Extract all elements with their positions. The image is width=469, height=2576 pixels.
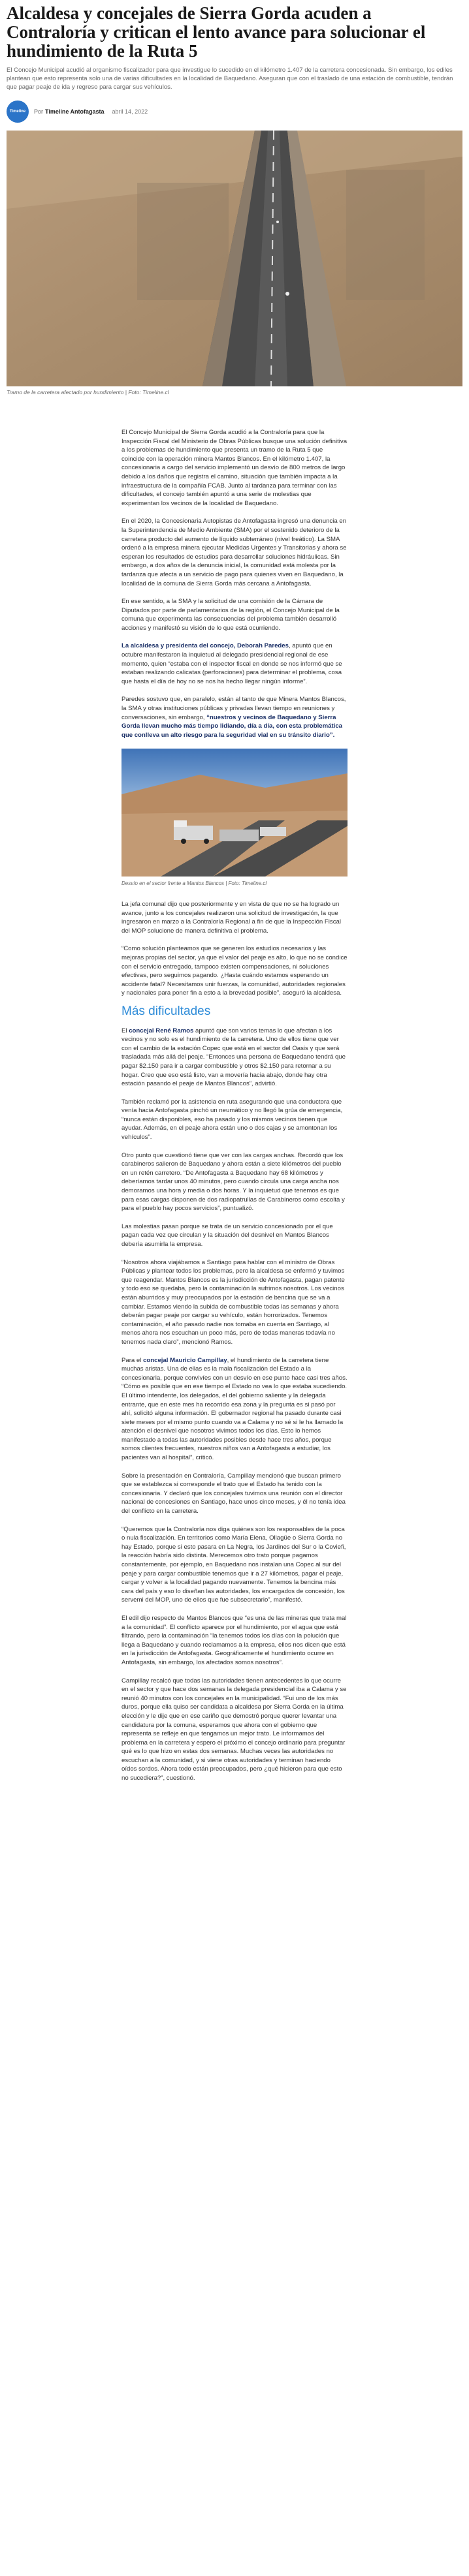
paragraph-text: Paredes sostuvo que, en paralelo, están al tanto de que Minera Mantos Blancos, la SMA y otras instituciones públicas y privadas llevan tiempo en reuniones y conversaciones, sin embargo,: [121, 696, 346, 721]
article-title: Alcaldesa y concejales de Sierra Gorda acuden a Contraloría y critican el lento avance para solucionar el hundimiento de la Ruta 5: [7, 3, 426, 61]
paragraph: Campillay recalcó que todas las autoridades tienen antecedentes lo que ocurre en el sector y que hace dos semanas la delegada presidencial iba a Calama y se reunió 40 minutos con los concejales en la municipalidad. “Fui uno de los más duros, porque ella quiso ser candidata a alcaldesa por Sierra Gorda en la última elección y le dije que en ese cariño que demostró porque querer levantar una candidatura por la comuna, esperamos que ahora con el gobierno que representa se refleje en que tengamos un mejor trato. Le informamos del problema en la carretera y espero el próximo el concejo ordinario para preguntar qué es lo que hizo en estas dos semanas. Muchas veces las autoridades no escuchan a la comunidad, y si viene otras autoridades y terminan haciendo oídos sordos. Ahora todo están preocupados, pero ¿qué hicieron para que esto no sucediera?”, cuestionó.: [121, 1677, 347, 1782]
author-link[interactable]: Timeline Antofagasta: [45, 108, 105, 115]
paragraph: “Como solución planteamos que se generen los estudios necesarios y las mejoras propias del sector, ya que el valor del peaje es alto, lo que no se condice con el servicio entregado, tampoco existen compensaciones, ni soluciones efectivas, pero seguimos pagando. ¿Hasta cuándo estamos esperando un accidente fatal? Necesitamos unir fuerzas, la comunidad, autoridades regionales y nacionales para poner fin a esto a la brevedad posible”, aseguró la alcaldesa.: [121, 945, 348, 997]
paragraph: Las molestias pasan porque se trata de un servicio concesionado por el que pagan cada vez que circulan y la situación del desnivel en Mantos Blancos debería asumirla la empresa.: [121, 1222, 333, 1248]
paragraph: [121, 1356, 348, 1463]
paragraph: Sobre la presentación en Contraloría, Campillay mencionó que buscan primero que se establezca si corresponde el trato que el Estado ha tenido con la concesionaria. Y declaró que los concejales tuvimos una reunión con el director nacional de concesiones en Santiago, hace unos cinco meses, y él no tenía idea del conflicto en la carretera.: [121, 1472, 346, 1515]
inline-photo: [121, 749, 348, 877]
paragraph-text: Para el: [121, 1356, 144, 1364]
paragraph-text: , el hundimiento de la carretera tiene muchas aristas. Una de ellas es la mala fiscalización del Estado a la concesionaria, porque convivíes con un desvío en ese punto hace casi tres años. “Cómo es posible que en ese tiempo el Estado no vea lo que estaba sucediendo. El último intendente, los delegados, el del gobierno saliente y la delegada entrante, que en este mes ha recorrido esa zona y la pregunta es si pasó por ahí, solicitó alguna información. El gobernador regional ha pasado durante casi siete meses por el mismo punto cuando va a Calama y no sé si le ha llamado la atención el desnivel que nosotros vivimos todos los días. Esto lo hemos manifestado a todas las autoridades posibles desde hace tres años, porque somos clientes frecuentes, nuestros niños van a Antofagasta a estudiar, los pacientes van al hospital”, criticó.: [121, 1356, 348, 1462]
article-body: [121, 428, 348, 1783]
article-header: [0, 0, 469, 123]
bold-name: concejal Mauricio Campillay: [143, 1356, 227, 1364]
paragraph-text: apuntó que son varios temas lo que afectan a los vecinos y no solo es el hundimiento de la carretera. Uno de ellos tiene que ver con el cambio de la estación Copec que está en el sector del Oasis y que será trasladada más allá del peaje. “Entonces una persona de Baquedano tendrá que pagar $2.150 para ir a cargar combustible y otros $2.150 para retornar a su hogar. Creo que eso está listo, van a movería hacia abajo, donde hay otra estación pasando el peaje de Mantos Blancos”, advirtió.: [121, 1027, 346, 1088]
article-lead: El Concejo Municipal acudió al organismo fiscalizador para que investigue lo sucedido en el kilómetro 1.407 de la carretera concesionada. Sin embargo, los ediles plantean que esto representa solo una de varias dificultades en la localidad de Baquedano. Aseguran que con el traslado de una estación de combustible, tendrán que pagar peaje de ida y regreso para cargar sus vehículos.: [7, 67, 453, 91]
byline: [7, 101, 462, 123]
paragraph: “Queremos que la Contraloría nos diga quiénes son los responsables de la poca o nula fiscalización. En territorios como María Elena, Ollagüe o Sierra Gorda no hay Estado, porque si esto pasara en La Negra, los Jardines del Sur o la Coviefi, la reacción habría sido distinta. Merecemos otro trato porque pagamos constantemente, por ejemplo, en Baquedano nos instalan una Copec al sur del peaje y para cargar combustible tenemos que ir a 27 kilómetros, pagar el peaje, cargar y volver a la localidad pagando nuevamente. Tenemos la bencina más cara del país y eso lo diseñan las autoridades, los encargados de concesión, los servemi del MOP, uno de ellos que fue subsecretario”, manifestó.: [121, 1525, 346, 1604]
paragraph-text: El: [121, 1027, 129, 1034]
hero-photo: [7, 131, 462, 386]
paragraph-text: , apuntó que en octubre manifestaron la inquietud al delegado presidencial regional de ese momento, quien “estaba con el inspector fiscal en donde se nos informó que se estaban realizando calicatas (perforaciones) para determinar el problema, cosa que hasta el día de hoy no se nos ha hecho llegar ningún informe”.: [121, 642, 342, 685]
paragraph: En el 2020, la Concesionaria Autopistas de Antofagasta ingresó una denuncia en la Superintendencia de Medio Ambiente (SMA) por el sostenido deterioro de la carretera producto del aumento de líquido subterráneo (nivel freático). La SMA ordenó a la empresa minera ejecutar Medidas Urgentes y Transitorias y ahora se esperan los resultados de estudios para desarrollar soluciones hidráulicas. Sin embargo, a dos años de la denuncia inicial, la comunidad está molesta por la tardanza que afecta a un servicio de pago para quienes viven en Baquedano, la localidad de la comuna de Sierra Gorda más cercana a Antofagasta.: [121, 518, 347, 587]
paragraph: También reclamó por la asistencia en ruta asegurando que una conductora que venía hacia Antofagasta pinchó un neumático y no llegó la grúa de emergencia, “nunca están disponibles, eso ha pasado y los mismos vecinos tienen que ayudar. Además, en el peaje ahora están uno o dos cajas y se amontonan los vehículos”.: [121, 1098, 343, 1141]
paragraph: “Nosotros ahora viajábamos a Santiago para hablar con el ministro de Obras Públicas y plantear todos los problemas, pero la alcaldesa se enfermó y tuvimos que reagendar. Mantos Blancos es la jurisdicción de Antofagasta, pagan patente y todo eso se quedaba, pero la contaminación la sufrimos nosotros. Los vecinos están aburridos y muy preocupados por la estación de bencina que se va a cambiar. Estamos viendo la subida de combustible todas las semanas y ahora deberán pagar peaje por cargar su vehículo, están horrorizados. Tenemos contaminación, el año pasado nadie nos tomaba en cuenta en Santiago, al menos ahora nos escuchan un poco más, pero de todas maneras todavía no tenemos nada claro”, mencionó Ramos.: [121, 1258, 345, 1346]
avatar-label: Timeline: [9, 110, 26, 114]
paragraph: El edil dijo respecto de Mantos Blancos que “es una de las mineras que trata mal a la comunidad”. El conflicto aparece por el hundimiento, por el agua que está filtrando, pero la contaminación “la tenemos todos los días con la polución que llega a Baquedano y cuando reclamamos a la empresa, ellos nos dicen que está en la jurisdicción de Antofagasta. Geográficamente el hundimiento ocurre en Antofagasta, sin embargo, los afectados somos nosotros”.: [121, 1614, 347, 1666]
paragraph: [121, 1027, 348, 1089]
paragraph: En ese sentido, a la SMA y la solicitud de una comisión de la Cámara de Diputados por parte de parlamentarios de la región, el Concejo Municipal de la comuna que experimenta las consecuencias del problema también desarrolló acciones y manifestó su visión de lo que está ocurriendo.: [121, 598, 340, 632]
paragraph: La jefa comunal dijo que posteriormente y en vista de que no se ha logrado un avance, junto a los concejales realizaron una solicitud de investigación, la que ingresaron en marzo a la Contraloría Regional a fin de que la Inspección Fiscal del MOP solucione de manera definitiva el problema.: [121, 901, 341, 935]
paragraph: [121, 642, 348, 686]
bold-lead: La alcaldesa y presidenta del concejo, Deborah Paredes: [121, 642, 289, 650]
inline-caption: Desvío en el sector frente a Mantos Blancos | Foto: Timeline.cl: [121, 880, 267, 887]
paragraph: [121, 695, 348, 739]
paragraph: Otro punto que cuestionó tiene que ver con las cargas anchas. Recordó que los carabineros salieron de Baquedano y ahora están a siete kilómetros del pueblo en un retén carretero. “De Antofagasta a Baquedano hay 68 kilómetros y deberíamos tardar unos 40 minutos, pero cuando circula una carga ancha nos demoramos una hora y media o dos horas. Y la inquietud que tenemos es que para esas cargas disponen de dos radiopatrullas de Carabineros como escolta y para el pueblo hay pocos servicios”, puntualizó.: [121, 1151, 345, 1213]
author-avatar[interactable]: [7, 101, 29, 123]
byline-prefix: Por: [34, 108, 44, 115]
bold-name: concejal René Ramos: [129, 1027, 194, 1034]
publish-date: abril 14, 2022: [112, 108, 148, 115]
hero-caption: Tramo de la carretera afectado por hundimiento | Foto: Timeline.cl: [7, 389, 169, 396]
paragraph: El Concejo Municipal de Sierra Gorda acudió a la Contraloría para que la Inspección Fiscal del Ministerio de Obras Públicas busque una solución definitiva a los problemas de hundimiento que presenta un tramo de la Ruta 5 que coincide con la operación minera Mantos Blancos. En el kilómetro 1.407, la concesionaria a cargo del servicio implementó un desvío de 800 metros de largo debido a los daños que registra el camino, situación que también impacta a la infraestructura de la compañía FCAB. Junto al tardanza para terminar con las dificultades, el concejo también apuntó a una serie de molestias que experimentan los vecinos de la localidad de Baquedano.: [121, 429, 348, 507]
bold-quote: “nuestros y vecinos de Baquedano y Sierra Gorda llevan mucho más tiempo lidiando, día a día, con esta problemática que conlleva un alto riesgo para la seguridad vial en su tránsito diario”.: [121, 713, 342, 739]
section-heading: Más dificultades: [121, 1004, 211, 1018]
